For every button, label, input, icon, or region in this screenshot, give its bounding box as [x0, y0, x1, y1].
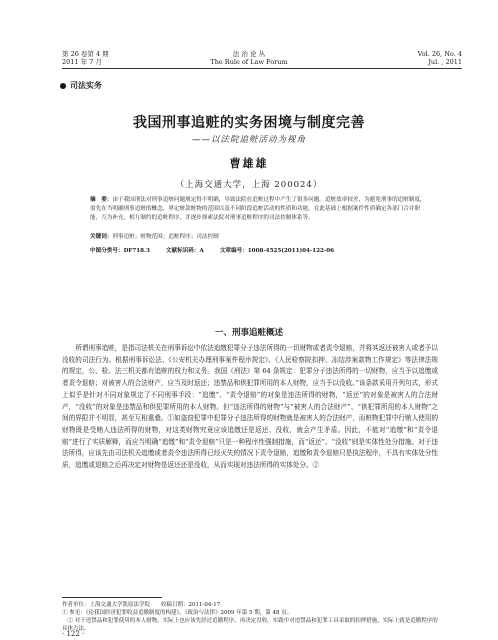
section-tag	[60, 80, 102, 91]
document-code: 文献标识码：A	[165, 248, 204, 254]
section-heading: 一、刑事追赃概述	[214, 328, 283, 338]
keywords-label: 关键词：	[90, 234, 113, 240]
bullet-dot-icon	[60, 83, 66, 89]
footnote-rule	[62, 597, 162, 598]
journal-name-en: The Rule of Law Forum	[210, 58, 288, 66]
page-number: · 122 ·	[62, 630, 85, 638]
header-right	[418, 50, 462, 66]
header-rule	[62, 68, 462, 69]
author-name: 曹雄雄	[229, 157, 269, 170]
body-paragraph: 所谓刑事追赃，是指司法机关在刑事诉讼中依法追缴犯罪分子违法所得的一切财物或者责令退赔，并将其返还被害人或者予以没收的司法行为。根据刑事诉讼法、《公安机关办理刑事案件程序规定》、《人民检察院扣押、冻结涉案款物工作规定》等法律法规的规定，公、检、法三机关都有追赃的权力和义务。我国《刑法》第 64 条规定：犯罪分子违法所得的一切财物，应当予以追缴或者责令退赔；对被害人的合法财产，应当及时返还；违禁品和供犯罪所用的本人财物，应当予以没收。”该条款采用开列句式，形式上似乎是针对不同对象规定了不同刑事手段：“追缴”、“责令退赔”的对象是违法所得的财物，“返还”的对象是被害人的合法财产，“没收”的对象是违禁品和供犯罪所用的本人财物。但“违法所得的财物”与“被害人的合法财产”、“供犯罪所用的本人财物”之间的界限并不明显，甚至互相重叠。①如盗窃犯罪中犯罪分子违法所得的财物就是被害人的合法财产，而赃物犯罪中行贿人使用的财物既是受贿人违法所得的财物，对这类财物究竟应该追缴还是返还、没收，就会产生矛盾。因此，不能对“追缴”和“责令退赔”进行了实质解释，而应当明确“追缴”和“责令退赔”只是一种程序性强制措施，而“返还”、“没收”则是实体性处分措施。对于违法所得，应该先由司法机关追缴或者责令违法所得已经灭失的情况下责令退赔，追缴和责令退赔只是执法程序，不具有实体处分性质，追缴或退赔之后再决定对财物是返还还是没收，从而实现对违法所得的实体处分。②	[62, 344, 438, 470]
journal-volume: 第 26 卷第 4 期	[62, 50, 109, 58]
abstract-text: 由于我国刑法对刑事追赃问题规定得不明确，导致法院在追赃过程中产生了很多问题。追赃效率较差，为避免刑事的追赃制度，需先在当明确刑事追赃的概念，界定赃款赃物的范围以及不同阶段追赃活动的性质和功能，在此基础上根据案件性质确定各部门合并职能，互为补充，相互制约的追赃程序，并逐步探索法院对刑事追赃程序的司法控制体系等。	[90, 197, 426, 222]
article-number: 文章编号：1008-4525(2011)04-122-06	[219, 248, 334, 254]
abstract	[90, 196, 426, 224]
keywords	[90, 233, 426, 242]
footnote-2: ② 对于违禁品和犯罪使用的本人财物，实际上也应该先经过追缴程序，再决定没收。实践中对违禁品和犯罪工具采取的扣押措施，实际上就是追缴程序的具体方法。	[62, 618, 438, 632]
class-number: 中图分类号：DF718.3	[90, 248, 150, 254]
classification-line	[90, 246, 334, 254]
volume-en: Vol. 26, No. 4	[417, 50, 462, 58]
keywords-text: 刑事追赃；赃物范围；追赃程序；司法控制	[112, 234, 219, 240]
journal-name: 法 治 论 丛	[232, 50, 266, 58]
article-subtitle: ——以法院追赃活动为视角	[191, 135, 306, 145]
footnote-1: ① 参见：《论我国经济犯罪收益追缴制度的构建》，《政治与法律》2009 年第 5 期，第 48 页。	[62, 610, 293, 616]
date-en: Jul. , 2011	[428, 58, 462, 66]
section-tag-label: 司法实务	[70, 80, 102, 90]
footnote-author: 作者单位：上海交通大学凯原法学院 收稿日期：2011-04-17	[62, 602, 221, 608]
author-affiliation: （上海交通大学，上海 200024）	[175, 180, 323, 190]
journal-date: 2011 年 7 月	[62, 58, 102, 66]
article-title: 我国刑事追赃的实务困境与制度完善	[133, 115, 365, 131]
abstract-label: 摘 要：	[90, 197, 113, 203]
